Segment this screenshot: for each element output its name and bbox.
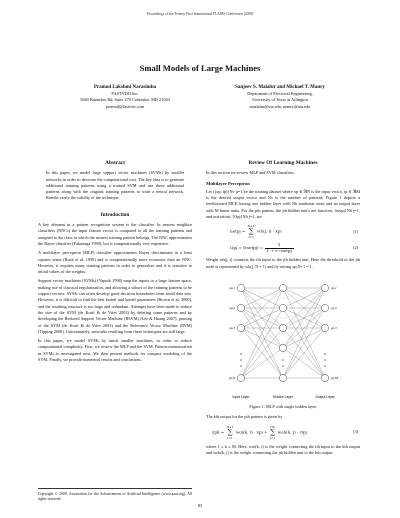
eq1-sum: N+1 ∑ i=1 <box>247 224 255 240</box>
proceedings-header: Proceedings of the Twenty-First International FLAIRS Conference (2008) <box>146 12 254 16</box>
abstract-text: In this paper, we model large support vector machines (SVMs) by smaller networks in order to decrease the computational cost. The key idea is to generate additional training patterns using a trained SVM and use these additional patterns along with the original training patterns to train a neural network. Results verify the validity of the technique. <box>46 170 184 201</box>
input-node <box>237 304 244 311</box>
output-layer-label: Output Layer <box>315 394 335 399</box>
input-label: xp,1 <box>229 285 235 290</box>
input-label: xp,N <box>228 375 235 380</box>
hidden-node <box>279 374 286 381</box>
equation-1 <box>230 224 358 239</box>
intro-paragraph: Support vector machines (SVMs) (Vapnik 1998) map the inputs to a large feature space, making use of classical regularization, and allowing a subset of the training patterns to be support vectors. SVMs can often develop good decision boundaries from small data sets. However, it is difficult to find the best kernel and kernel parameters (Brown et al. 2000), and the resulting structure is too large and redundant. Attempts have been made to reduce the size of the SVM (de Kruif & de Vries 2003) by deleting some patterns and by developing the Reduced Support Vector Machine (RSVM) (Lee & Huang 2007), pruning of the SVM (de Kruif & de Vries 2003) and the Relevance Vector Machine (RVM) (Tipping 2000). Unfortunately, networks resulting from these techniques are still large. <box>38 278 192 334</box>
left-column <box>38 160 192 366</box>
intro-paragraph: In this paper, we model SVMs by much smaller machines, in order to reduce computational complexity. First, we review the MLP and the SVM. Pattern-memorization in SVMs is investigated next. We then present methods for compact modeling of the SVM. Finally, we provide numerical results and conclusions. <box>38 338 192 363</box>
author-block-1 <box>50 85 200 110</box>
ellipsis-dot <box>324 359 325 360</box>
hidden-output-connection <box>283 328 325 348</box>
output-label: yp,3 <box>331 325 337 330</box>
author-email[interactable]: pramod@fastvdo.com <box>105 103 145 109</box>
output-label: yp,1 <box>331 285 337 290</box>
hidden-output-connection <box>283 348 325 378</box>
output-node <box>321 284 328 291</box>
hidden-node <box>279 324 286 331</box>
figure-caption: Figure 1: MLP with single hidden layer <box>249 403 317 409</box>
eq3-sum-1: N+1 ∑ i=1 <box>226 424 234 440</box>
author-name: Sanjeev S. Malalur and Michael T. Manry <box>235 85 325 90</box>
author-address: University of Texas at Arlington <box>252 97 308 103</box>
hidden-layer-label: Hidden Layer <box>272 394 294 399</box>
ellipsis-dot <box>240 359 241 360</box>
input-node <box>237 284 244 291</box>
eq1-rhs: wh(j, i) · xpi <box>257 228 282 234</box>
input-label: xp,2 <box>229 305 235 310</box>
eq3-mid: woi(k, i) · xpi + <box>235 429 268 435</box>
author-affiliation: Department of Electrical Engineering, <box>247 91 313 97</box>
input-node <box>237 374 244 381</box>
paper-title: Small Models of Large Machines <box>139 63 261 73</box>
ellipsis-dot <box>282 359 283 360</box>
eq2-lhs: Opj = f(netpj) = <box>230 245 264 251</box>
abstract-heading: Abstract <box>105 160 125 166</box>
eq3-number: (3) <box>353 428 358 434</box>
mlp-heading: Multilayer Perceptron <box>206 180 250 186</box>
ellipsis-dot <box>240 353 241 354</box>
abstract-section <box>38 160 192 202</box>
weights-text: Weight wh(j, i) connects the ith input to the jth hidden unit. Here the threshold of the jth node is represented by wh(j, N + 1) and by setting xp,N+1 = 1. <box>206 257 360 269</box>
ellipsis-dot <box>240 365 241 366</box>
hidden-node <box>279 344 286 351</box>
input-label: xp,3 <box>229 325 235 330</box>
hidden-node <box>279 284 286 291</box>
introduction-section <box>38 212 192 364</box>
introduction-heading: Introduction <box>100 211 130 218</box>
eq2-fraction: $\frac{1}{\text{1 + e−netpj}}$ <box>266 242 292 253</box>
mlp-diagram <box>223 274 343 402</box>
author-block-2 <box>205 85 355 110</box>
right-column <box>206 160 360 459</box>
ellipsis-dot <box>282 365 283 366</box>
input-node <box>237 324 244 331</box>
mlp-text: Let {(xp, tp)}Nv p=1 be the training dataset where xp ∈ ℜN is the input vector, tp ∈ ℜM is the desired output vector and Nv is the number of patterns. Figure 1 depicts a feedforward MLP, having one hidden layer with Nh nonlinear units and an output layer with M linear units. For the pth pattern, the jth hidden unit's net function, {netpj}Nh j=1, and activation, {Opj}Nh j=1, are <box>206 188 360 220</box>
eq1-lhs: netpj = <box>230 228 246 234</box>
hidden-node <box>279 304 286 311</box>
author-name: Pramod Lakshmi Narasimha <box>93 85 157 90</box>
eq1-number: (1) <box>353 228 358 234</box>
review-heading: Review Of Learning Machines <box>248 160 318 166</box>
output-text: where 1 ≤ k ≤ M. Here, woi(k, i) is the weight connecting the ith input to the kth output and woh(k, j) is the weight connecting the jth hidden unit to the kth output. <box>206 443 360 455</box>
intro-paragraph: A multilayer perceptron (MLP) classifier approximates Bayes discriminant in a least squares sense (Ruck et al. 1990) and is computationally more economic than an NNC. However, it requires many training patterns in order to generalize and it is sensitive to initial values of the weights. <box>38 250 192 275</box>
eq3-sum-2: Nh ∑ j=1 <box>269 424 276 440</box>
output-label: yp,M <box>331 375 338 380</box>
eq2-number: (2) <box>353 245 358 251</box>
equation-2 <box>230 243 358 253</box>
eq3-rhs: woh(k, j) · Opj <box>277 429 307 435</box>
copyright-notice: Copyright © 2008, Association for the Advancement of Artificial Intelligence (www.aaai.org). All rights reserved. <box>38 488 192 502</box>
ellipsis-dot <box>324 365 325 366</box>
connection-lines <box>241 288 325 378</box>
output-node <box>321 374 328 381</box>
intro-paragraph: A key element in a pattern recognition system is the classifier. In nearest neighbor classifiers (NNCs) the input feature vector is compared to all the training patterns and assigned to the class to which the nearest training pattern belongs. The NNC approximates the Bayes classifier (Fukunaga 1990), but is computationally very expensive. <box>38 222 192 246</box>
output-intro: The kth output for the pth pattern is given by <box>206 414 283 420</box>
input-hidden-connection <box>241 328 283 348</box>
page-number: 83 <box>197 503 203 508</box>
eq3-lhs: ypk = <box>212 429 225 435</box>
ellipsis-dot <box>324 353 325 354</box>
output-label: yp,2 <box>331 305 337 310</box>
author-email[interactable]: smalalur@uta.edu, manry@uta.edu <box>249 103 311 109</box>
network-nodes <box>228 284 338 381</box>
author-address: 5840 Banneker Rd. Suite 270 Columbia, MD 21044 <box>80 97 170 103</box>
input-hidden-connection <box>241 348 283 378</box>
equation-3 <box>212 425 358 440</box>
input-layer-label: Input Layer <box>232 394 250 399</box>
output-node <box>321 324 328 331</box>
output-node <box>321 304 328 311</box>
review-intro: In this section we review MLP and SVM classifiers. <box>206 170 295 176</box>
hidden-output-connection <box>283 288 325 348</box>
author-affiliation: FASTVDO Inc. <box>111 91 139 97</box>
